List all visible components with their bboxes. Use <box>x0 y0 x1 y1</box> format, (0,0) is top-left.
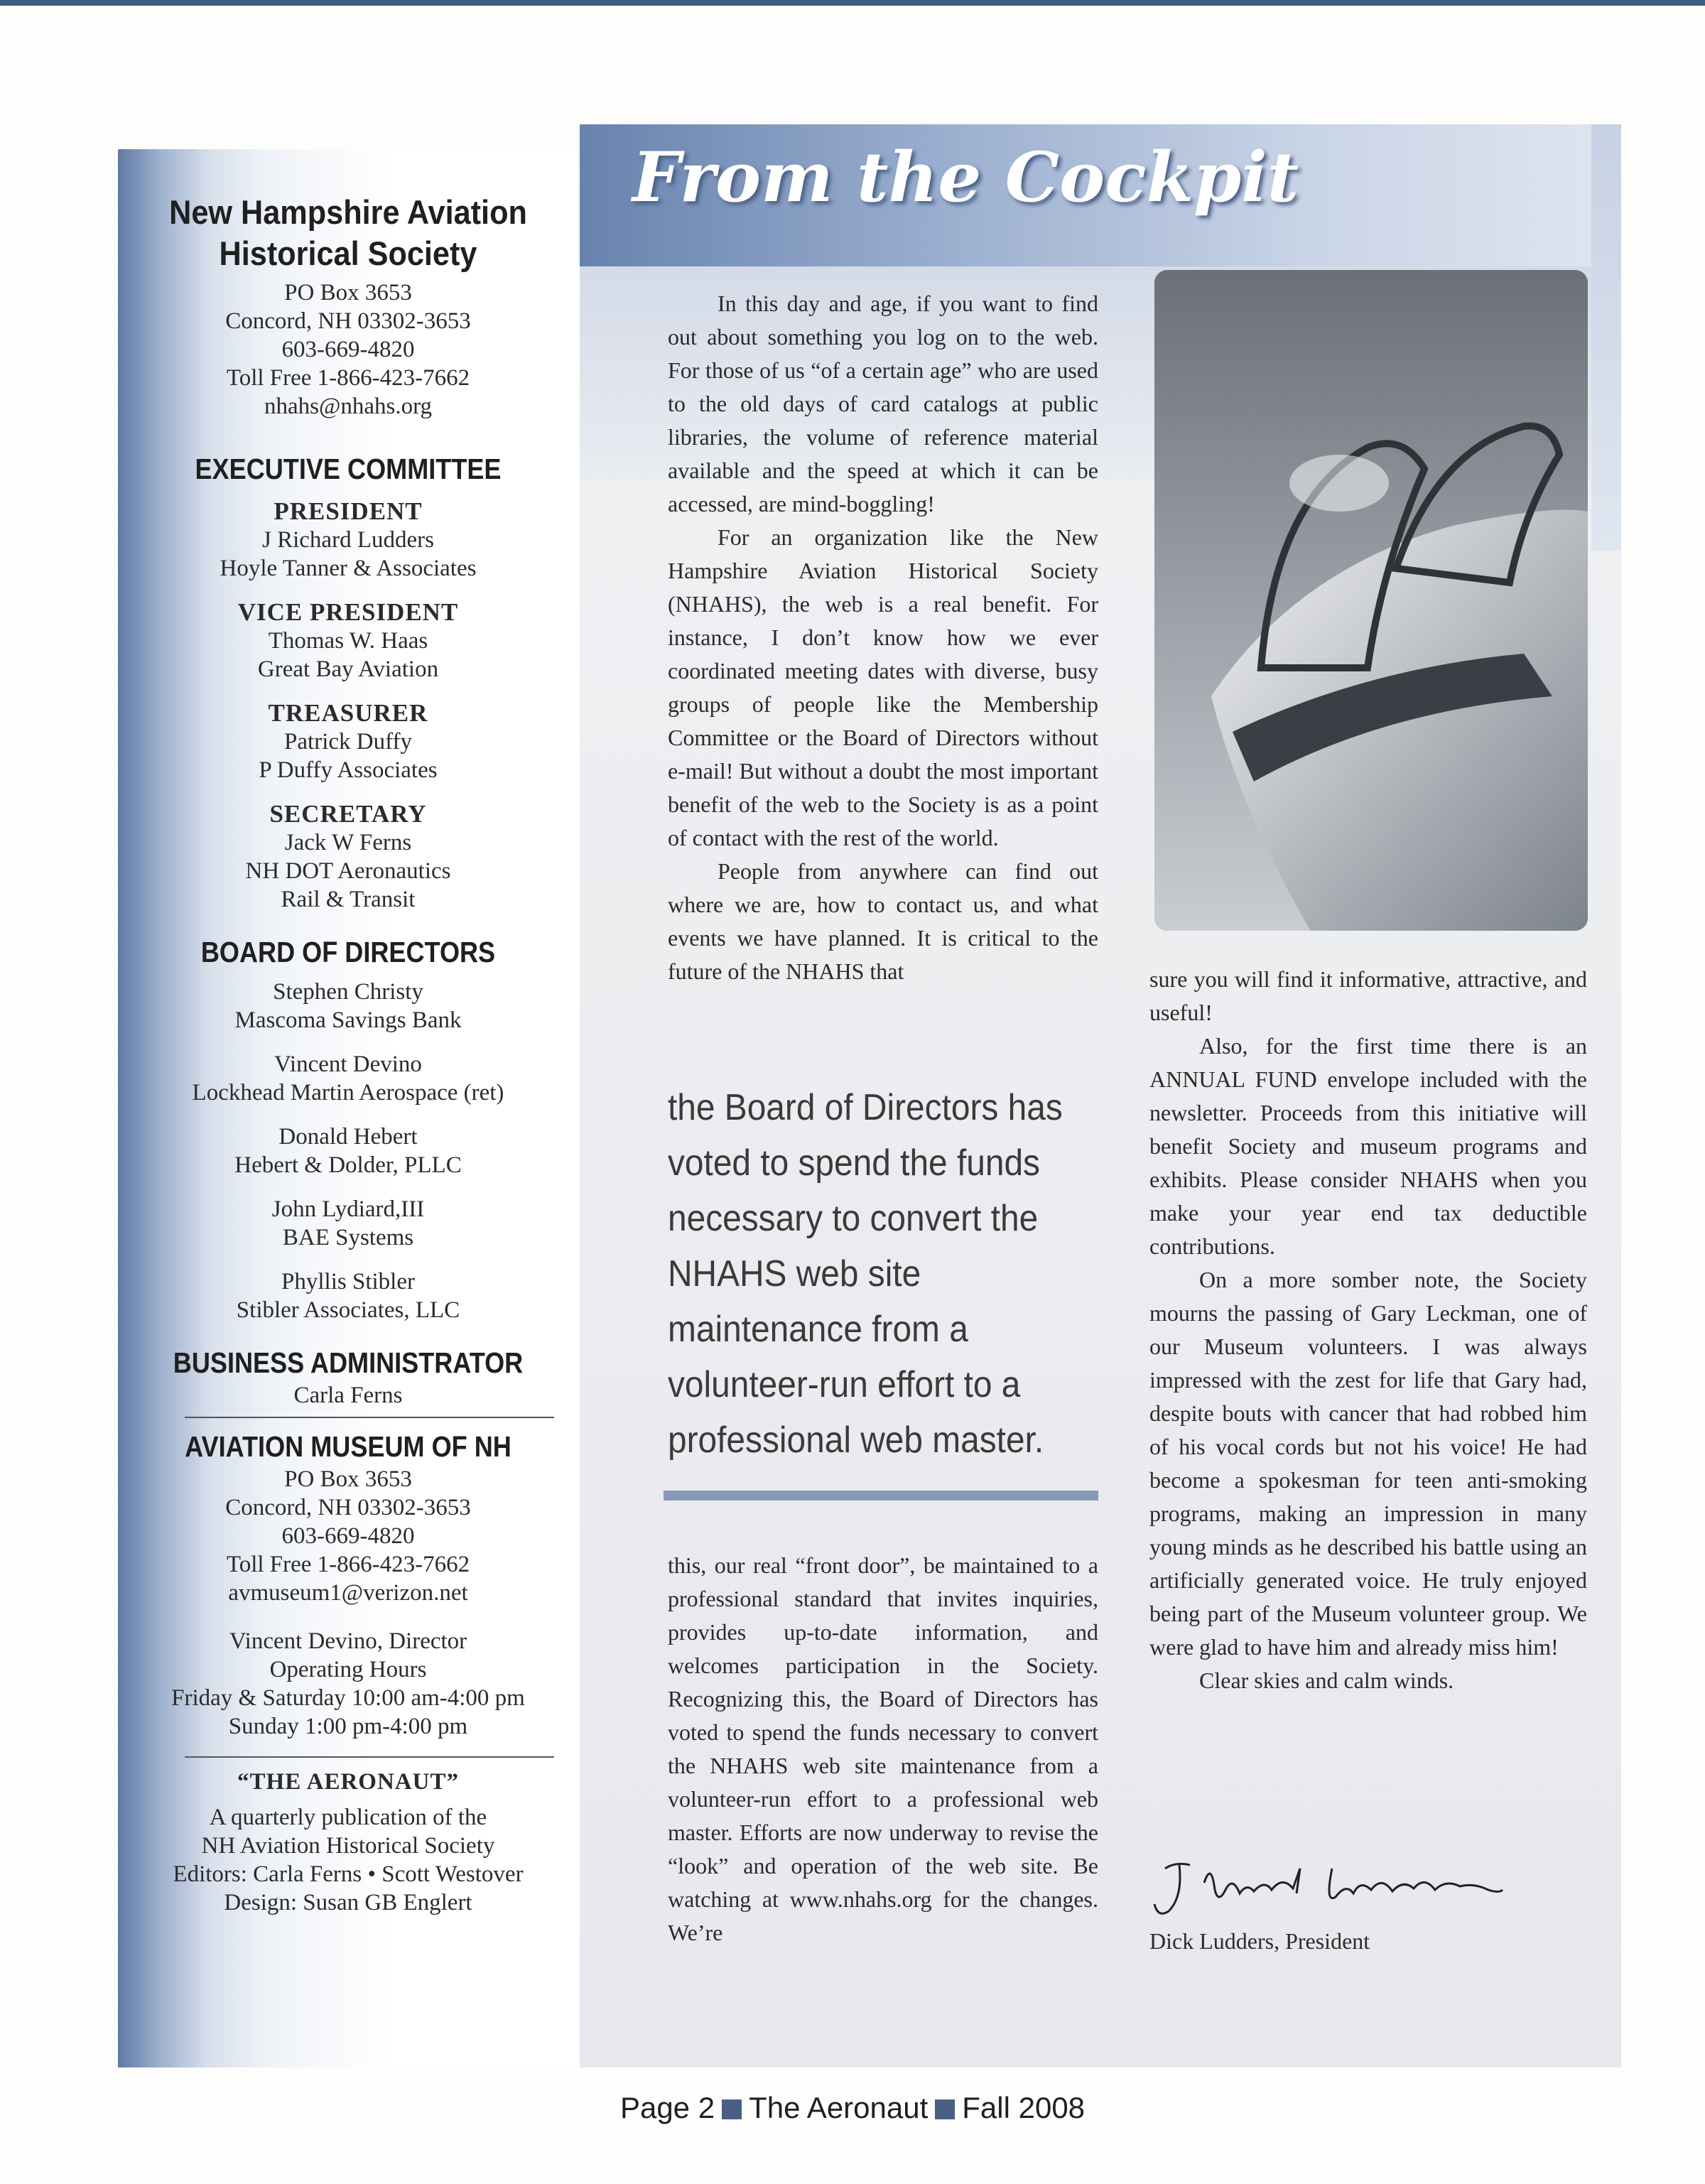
museum-hours: Vincent Devino, Director Operating Hours Friday & Saturday 10:00 am-4:00 pm Sunday 1:00 pm-4:00 pm <box>171 1628 525 1739</box>
article-column-1-continued <box>668 1549 1098 1950</box>
museum-email-link[interactable]: avmuseum1@verizon.net <box>228 1580 468 1606</box>
signature <box>1147 1840 1588 1925</box>
aeronaut-heading: “THE AERONAUT” <box>237 1769 459 1795</box>
top-edge-mark <box>0 0 1705 6</box>
issue-date: Fall 2008 <box>962 2091 1086 2124</box>
pull-quote: the Board of Directors has voted to spend the funds necessary to convert the NHAHS web site maintenance from a volunteer-run effort to a professional web master. <box>668 1087 1063 1461</box>
officer-secretary: SECRETARY Jack W Ferns NH DOT Aeronautics Rail & Transit <box>245 800 451 912</box>
article-column-2 <box>1149 963 1587 1697</box>
business-administrator-name: Carla Ferns <box>293 1383 403 1408</box>
org-address: PO Box 3653 Concord, NH 03302-3653 603-669-4820 Toll Free 1-866-423-7662 nhahs@nhahs.org <box>142 279 554 421</box>
publication-name: The Aeronaut <box>749 2091 929 2124</box>
board-member: Vincent Devino Lockhead Martin Aerospace (ret) <box>192 1052 504 1105</box>
org-name: New Hampshire Aviation Historical Society <box>169 193 527 272</box>
officer-vice-president: VICE PRESIDENT Thomas W. Haas Great Bay Aviation <box>237 598 459 682</box>
board-member: John Lydiard,III BAE Systems <box>271 1196 425 1250</box>
museum-heading: AVIATION MUSEUM OF NH <box>185 1430 512 1463</box>
article-paragraph: Also, for the first time there is an ANNUAL FUND envelope included with the newsletter. Proceeds from this initiative will benefit Society and museum programs and exhibits. Please consider NHAHS when you make your year end tax deductible contributions. <box>1149 1033 1587 1259</box>
article-paragraph: On a more somber note, the Society mourns the passing of Gary Leckman, one of our Museum volunteers. I was always impressed with the zest for life that Gary had, despite bouts with cancer that had robbed him of his vocal cords but not his voice! He had become a spokesman for teen anti-smoking programs, making an impression in many young minds as he described his battle using an artificially generated voice. He truly enjoyed being part of the Museum volunteer group. We were glad to have him and already miss him! <box>1149 1267 1587 1660</box>
officer-president: PRESIDENT J Richard Ludders Hoyle Tanner & Associates <box>220 497 477 581</box>
article-paragraph: In this day and age, if you want to find out about something you log on to the web. For those of us “of a certain age” who are used to the old days of card catalogs at public libraries, the volume of reference material available and the speed at which it can be accessed, are mind-boggling! <box>668 291 1098 517</box>
board-of-directors-heading: BOARD OF DIRECTORS <box>200 936 496 968</box>
org-email-link[interactable]: nhahs@nhahs.org <box>264 394 432 419</box>
signature-caption: Dick Ludders, President <box>1149 1928 1370 1954</box>
article-paragraph: this, our real “front door”, be maintained to a professional standard that invites inquiries, provides up-to-date information, and welcomes participation in the Society. Recognizing this, the Board of Directors has voted to spend the funds necessary to convert the NHAHS web site maintenance from a volunteer-run effort to a professional web master. Efforts are now underway to revise the “look” and operation of the web site. Be watching at www.nhahs.org for the changes. We’re <box>668 1552 1098 1945</box>
divider <box>185 1417 554 1418</box>
board-member: Phyllis Stibler Stibler Associates, LLC <box>236 1269 460 1323</box>
header-edge <box>1591 124 1621 551</box>
cockpit-illustration <box>1154 270 1588 931</box>
divider <box>185 1756 554 1758</box>
signature-scrawl <box>1147 1840 1588 1925</box>
pull-quote-rule <box>664 1491 1098 1501</box>
square-bullet-icon <box>935 2099 955 2119</box>
museum-address: PO Box 3653 Concord, NH 03302-3653 603-669-4820 Toll Free 1-866-423-7662 avmuseum1@verizon.net <box>142 1465 554 1607</box>
board-member: Stephen Christy Mascoma Savings Bank <box>234 979 462 1033</box>
article-paragraph: Clear skies and calm winds. <box>1199 1667 1454 1693</box>
cockpit-photo <box>1154 270 1588 931</box>
article-column-1 <box>668 287 1098 988</box>
business-administrator-heading: BUSINESS ADMINISTRATOR <box>173 1346 524 1379</box>
board-member: Donald Hebert Hebert & Dolder, PLLC <box>234 1124 462 1178</box>
executive-committee-heading: EXECUTIVE COMMITTEE <box>195 453 502 485</box>
article-paragraph: For an organization like the New Hampshire Aviation Historical Society (NHAHS), the web is a real benefit. For instance, I don’t know how we ever coordinated meeting dates with diverse, busy groups of people like the Membership Committee or the Board of Directors without e-mail! But without a doubt the most important benefit of the web to the Society is as a point of contact with the rest of the world. <box>668 524 1098 850</box>
article-paragraph: sure you will find it informative, attractive, and useful! <box>1149 966 1587 1025</box>
officer-treasurer: TREASURER Patrick Duffy P Duffy Associates <box>259 699 438 783</box>
page-footer <box>0 2089 1705 2127</box>
sidebar <box>142 192 554 1917</box>
square-bullet-icon <box>722 2099 742 2119</box>
page-number: Page 2 <box>619 2091 715 2124</box>
article-title: From the Cockpit <box>632 137 1299 217</box>
article-paragraph: People from anywhere can find out where we are, how to contact us, and what events we have planned. It is critical to the future of the NHAHS that <box>668 858 1098 984</box>
aeronaut-info: A quarterly publication of the NH Aviation Historical Society Editors: Carla Ferns • Scott Westover Design: Susan GB Englert <box>173 1805 524 1915</box>
